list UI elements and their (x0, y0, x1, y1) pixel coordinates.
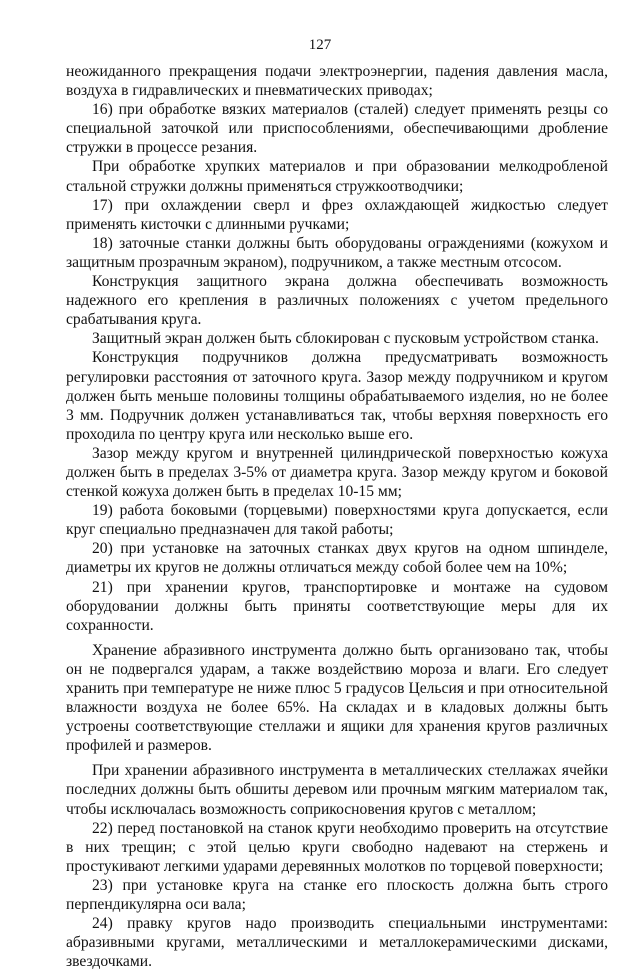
paragraph-tool-rest: Конструкция подручников должна предусматривать возможность регулировки расстояния от заточного круга. Зазор между подручником и кругом должен быть меньше половины толщины обрабатываемого изделия, но не более 3 мм. Подручник должен устанавливаться так, чтобы верхняя поверхность его проходила по центру круга или несколько выше его. (66, 349, 608, 443)
body-text (66, 62, 608, 971)
paragraph-metal-racks: При хранении абразивного инструмента в металлических стеллажах ячейки последних должны быть обшиты деревом или прочным мягким материалом так, чтобы исключалась возможность соприкосновения кругов с металлом; (66, 762, 608, 818)
paragraph-guard-gap: Зазор между кругом и внутренней цилиндрической поверхностью кожуха должен быть в пределах 3-5% от диаметра круга. Зазор между кругом и боковой стенкой кожуха должен быть в пределах 10-15 мм; (66, 444, 608, 501)
paragraph-item-24: 24) правку кругов надо производить специальными инструментами: абразивными кругами, металлическими и металлокерамическими дисками, звездочками. (66, 915, 608, 971)
paragraph-item-23: 23) при установке круга на станке его плоскость должна быть строго перпендикулярна оси вала; (66, 876, 608, 914)
paragraph-screen-interlock: Защитный экран должен быть сблокирован с пусковым устройством станка. (92, 330, 599, 348)
paragraph-item-16: 16) при обработке вязких материалов (сталей) следует применять резцы со специальной заточкой или приспособлениями, обеспечивающими дробление стружки в процессе резания. (66, 101, 608, 157)
paragraph-continuation: неожиданного прекращения подачи электроэнергии, падения давления масла, воздуха в гидравлических и пневматических приводах; (66, 63, 608, 100)
paragraph-item-21: 21) при хранении кругов, транспортировке и монтаже на судовом оборудовании должны быть приняты соответствующие меры для их сохранности. (66, 578, 608, 634)
paragraph-item-20: 20) при установке на заточных станках двух кругов на одном шпинделе, диаметры их кругов не должны отличаться между собой более чем на 10%; (66, 540, 608, 577)
paragraph-item-22: 22) перед постановкой на станок круги необходимо проверить на отсутствие в них трещин; с этой целью круги свободно надевают на стержень и простукивают легкими ударами деревянных молотков по торцевой поверхности; (66, 819, 608, 875)
paragraph-item-18: 18) заточные станки должны быть оборудованы ограждениями (кожухом и защитным прозрачным экраном), подручником, а также местным отсосом. (66, 234, 608, 271)
paragraph-abrasive-storage: Хранение абразивного инструмента должно быть организовано так, чтобы он не подвергался ударам, а также воздействию мороза и влаги. Его следует хранить при температуре не ниже плюс 5 градусов Цельсия и при относительной влажности воздуха не более 65%. На складах и в кладовых должны быть устроены соответствующие стеллажи и ящики для хранения кругов различных профилей и размеров. (66, 641, 608, 755)
paragraph-item-17: 17) при охлаждении сверл и фрез охлаждающей жидкостью следует применять кисточки с длинными ручками; (66, 196, 608, 233)
page-number: 127 (308, 37, 332, 53)
paragraph-chip-breakers: При обработке хрупких материалов и при образовании мелкодробленой стальной стружки должны применяться стружкоотводчики; (66, 158, 608, 195)
paragraph-item-19: 19) работа боковыми (торцевыми) поверхностями круга допускается, если круг специально предназначен для такой работы; (66, 502, 608, 539)
paragraph-screen-design: Конструкция защитного экрана должна обеспечивать возможность надежного его крепления в различных положениях с учетом предельного срабатывания круга. (66, 273, 608, 329)
